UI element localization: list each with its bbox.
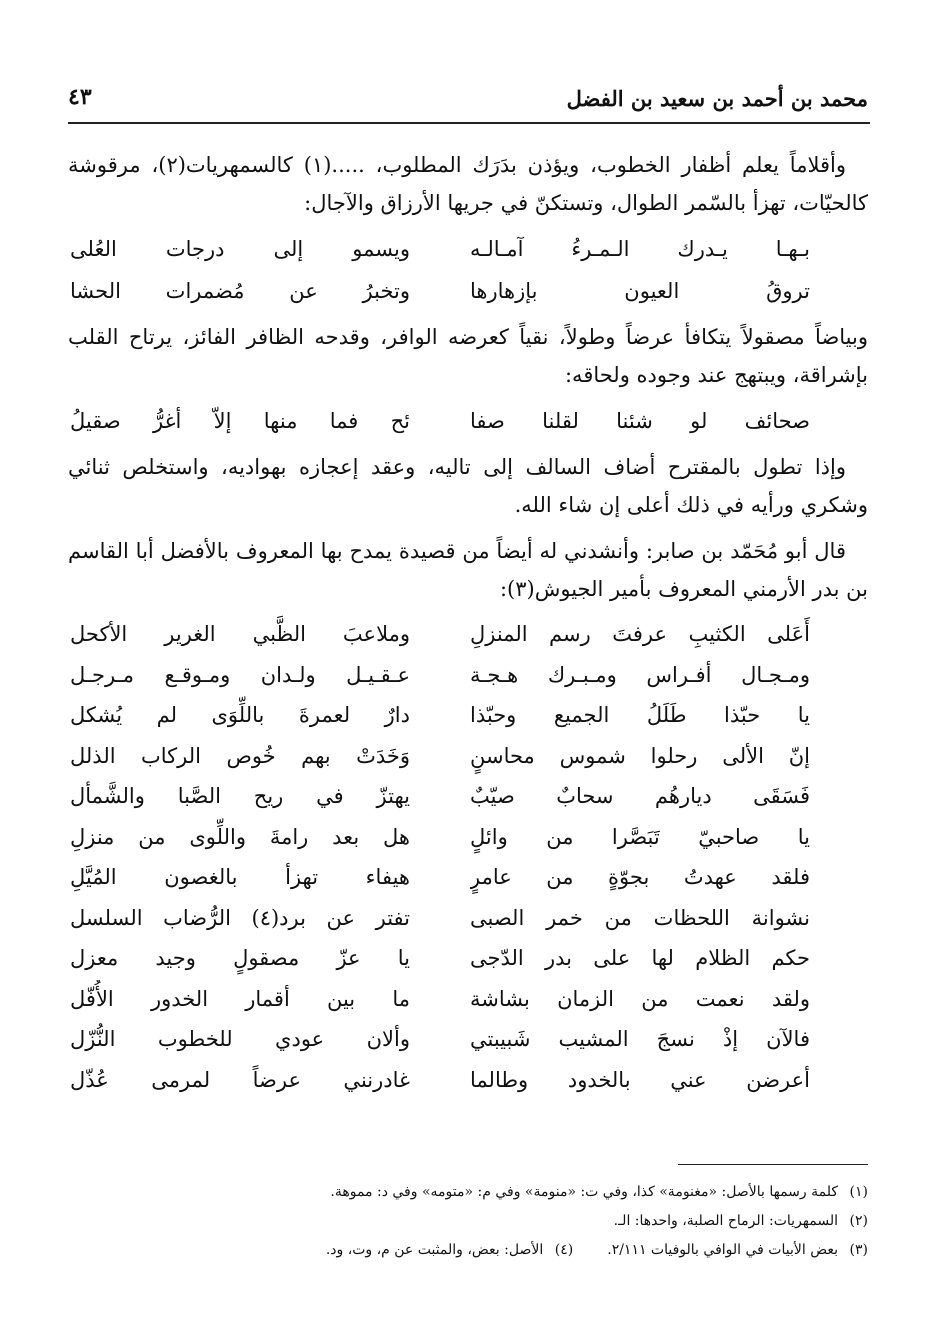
footnote-3 [607, 1236, 868, 1265]
footnote-number: (١) [849, 1184, 868, 1200]
footnote-number: (٢) [849, 1213, 868, 1229]
footnote-text: السمهريات: الرماح الصلبة، واحدها: الـ. [613, 1213, 838, 1229]
verse-line [68, 270, 868, 312]
page-number: ٤٣ [68, 84, 92, 110]
verse-first-hemistich: ومـجـال أفـراس ومـبـرك هـجـة [470, 662, 810, 687]
poem-verse [68, 938, 868, 979]
verse-second-hemistich: غادرنني عرضاً لمرمى عُذّل [70, 1067, 410, 1092]
verse-first-hemistich: فالآن إذْ نسجَ المشيب شَبيبتي [470, 1027, 810, 1052]
verse-second-hemistich: هيفاء تهزأ بالغصون المُيَّلِ [70, 865, 410, 890]
footnote-text: كلمة رسمها بالأصل: «مغنومة» كذا، وفي ت: «منومة» وفي م: «متومه» وفي د: مموهة. [330, 1184, 838, 1200]
poem-verse [68, 776, 868, 817]
poem-verse [68, 655, 868, 696]
verse-second-hemistich: يهتزّ في ريح الصَّبا والشَّمأل [70, 784, 410, 809]
verse-second-hemistich: ويسمو إلى درجات العُلى [70, 237, 410, 261]
verse-second-hemistich: هل بعد رامةَ واللِّوى من منزلِ [70, 824, 410, 849]
verse-group-b [68, 400, 868, 442]
footnote-2 [68, 1207, 868, 1236]
verse-first-hemistich: إنّ الألى رحلوا شموس محاسنٍ [470, 743, 810, 768]
verse-line [68, 400, 868, 442]
verse-first-hemistich: تروقُ العيون بإزهارها [470, 279, 810, 303]
footnote-4 [326, 1236, 573, 1265]
verse-first-hemistich: حكم الظلام لها على بدر الدّجى [470, 946, 810, 971]
verse-second-hemistich: يا عزّ مصقولٍ وجيد معزل [70, 946, 410, 971]
running-title: محمد بن أحمد بن سعيد بن الفضل [566, 86, 868, 111]
verse-second-hemistich: وتخبرُ عن مُضمرات الحشا [70, 279, 410, 303]
verse-second-hemistich: دارٌ لعمرةَ باللِّوَى لم يُشكل [70, 703, 410, 728]
footnote-text: بعض الأبيات في الوافي بالوفيات ٢/١١١. [607, 1242, 838, 1258]
verse-line [68, 228, 868, 270]
verse-second-hemistich: وَخَدَتْ بهم خُوص الركاب الذلل [70, 743, 410, 768]
header-rule [68, 122, 870, 124]
main-text [68, 146, 868, 1106]
paragraph-3: وإذا تطول بالمقترح أضاف السالف إلى تاليه، وعقد إعجازه بهواديه، واستخلص ثنائي وشكري ورأيه في ذلك أعلى إن شاء الله. [68, 455, 868, 517]
verse-second-hemistich: تفتر عن برد(٤) الرُّضاب السلسل [70, 905, 410, 930]
verse-second-hemistich: ئح فما منها إلاّ أغرُّ صقيلُ [70, 409, 410, 433]
footnote-1 [68, 1178, 868, 1207]
verse-first-hemistich: يا حبّذا طَلَلُ الجميع وحبّذا [470, 703, 810, 728]
footnote-number: (٣) [849, 1242, 868, 1258]
poem-verse [68, 736, 868, 777]
poem-verse [68, 1019, 868, 1060]
footnote-3-4 [68, 1236, 868, 1265]
verse-first-hemistich: صحائف لو شئنا لقلنا صفا [470, 409, 810, 433]
verse-group-a [68, 228, 868, 312]
page-header [68, 80, 868, 120]
verse-first-hemistich: فلقد عهدتُ بجوّةٍ من عامرٍ [470, 865, 810, 890]
poem-verse [68, 979, 868, 1020]
verse-first-hemistich: ولقد نعمت من الزمان بشاشة [470, 986, 810, 1011]
paragraph-2: وبياضاً مصقولاً يتكافأ عرضاً وطولاً، نقياً كعرضه الوافر، وقدحه الظافر الفائز، يرتاح القلب بإشراقة، ويبتهج عند وجوده ولحاقه: [68, 325, 868, 387]
verse-first-hemistich: نشوانة اللحظات من خمر الصبى [470, 905, 810, 930]
poem-verse [68, 1060, 868, 1101]
verse-first-hemistich: بـهـا يـدرك الـمـرءُ آمـالـه [470, 237, 810, 261]
verse-second-hemistich: وألان عودي للخطوب النُّزّل [70, 1027, 410, 1052]
poem-verse [68, 614, 868, 655]
paragraph-4: قال أبو مُحَمّد بن صابر: وأنشدني له أيضاً من قصيدة يمدح بها المعروف بالأفضل أبا القاسم بن بدر الأرمني المعروف بأمير الجيوش(٣): [68, 539, 868, 601]
footnote-rule [678, 1164, 868, 1165]
poem-verse [68, 695, 868, 736]
footnote-number: (٤) [554, 1242, 574, 1258]
verse-first-hemistich: يا صاحبيّ تَبَصَّرا من وائلٍ [470, 824, 810, 849]
verse-second-hemistich: ما بين أقمار الخدور الأُفّل [70, 986, 410, 1011]
verse-second-hemistich: وملاعبَ الظَّبي الغرير الأكحل [70, 622, 410, 647]
poem-verse [68, 898, 868, 939]
footnotes [68, 1178, 868, 1265]
verse-second-hemistich: عـقـيـل ولـدان ومـوقـع مـرجـل [70, 662, 410, 687]
paragraph-1: وأقلاماً يعلم أظفار الخطوب، ويؤذن بدَرَك المطلوب، .....(١) كالسمهريات(٢)، مرقوشة كالحيّات، تهزأ بالسّمر الطوال، وتستكنّ في جريها الأرزاق والآجال: [68, 153, 868, 215]
poem-verse [68, 817, 868, 858]
verse-first-hemistich: فَسَقَى ديارهُم سحابٌ صيّبٌ [470, 784, 810, 809]
poem-verse [68, 857, 868, 898]
verse-first-hemistich: أَعَلى الكثيبِ عرفتَ رسم المنزلِ [470, 622, 810, 647]
poem [68, 614, 868, 1100]
verse-first-hemistich: أعرضن عني بالخدود وطالما [470, 1067, 810, 1092]
footnote-text: الأصل: بعض، والمثبت عن م، وت، ود. [325, 1242, 544, 1258]
